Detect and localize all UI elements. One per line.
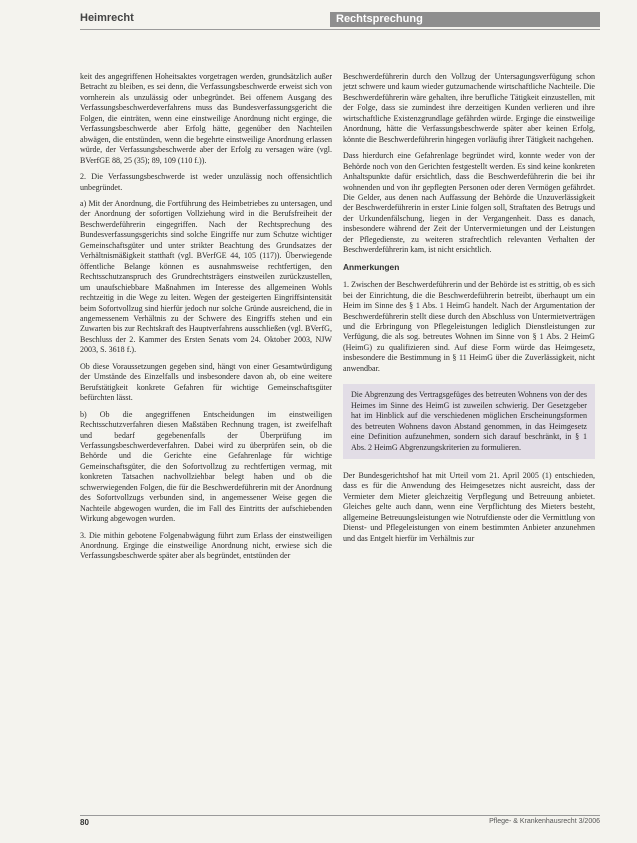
paragraph: keit des angegriffenen Hoheitsaktes vorgetragen werden, grundsätzlich außer Betracht zu bleiben, es sei denn, die Verfassungsbeschwerde erweist sich von vornherein als unzulässig oder unbegründet. Bei offenem Ausgang des Verfassungsbeschwerdeverfahrens muss das Bundesverfassungsgericht die Folgen, die einträten, wenn eine einstweilige Anordnung nicht erginge, die Verfassungsbeschwerde aber Erfolg hätte, gegenüber den Nachteilen abwägen, die entstünden, wenn die begehrte einstweilige Anordnung erlassen würde, der Verfassungsbeschwerde aber der Erfolg zu versagen wäre (vgl. BVerfGE 88, 25 (35); 89, 109 (110 f.)). [80, 72, 332, 165]
header-category-bar: Rechtsprechung [330, 12, 600, 27]
highlighted-box: Die Abgrenzung des Vertragsgefüges des betreuten Wohnens von der des Heimes im Sinne des HeimG ist zuweilen schwierig. Der Gesetzgeber hat im Hinblick auf die verschiedenen möglichen Erscheinungsformen des betreuten Wohnens davon Abstand genommen, in das Heimgesetz eine Definition aufzunehmen, sondern sich darauf beschränkt, in § 1 Abs. 2 HeimG Abgrenzungskriterien zu formulieren. [343, 384, 595, 459]
footer-rule [80, 815, 600, 816]
paragraph: b) Ob die angegriffenen Entscheidungen im einstweiligen Rechtsschutzverfahren diesen Maßstäben Rechnung tragen, ist zweifelhaft und bedarf gegebenenfalls der Überprüfung im Verfassungsbeschwerdeverfahren. Dabei wird zu überprüfen sein, ob die Behörde und die Gerichte eine Gefahrenlage für wichtige Gemeinschaftsgüter, die den Sofortvollzug zu rechtfertigen vermag, mit konkreten Tatsachen nachvollziehbar belegt haben und ob die schwerwiegenden Folgen, die für die Beschwerdeführerin mit der Anordnung des Sofortvollzugs verbunden sind, in angemessener Weise gegen die Nachteile abgewogen wurden, die im Fall des Eintritts der aufschiebenden Wirkung abgewogen wurden. [80, 409, 332, 524]
paragraph: 3. Die mithin gebotene Folgenabwägung führt zum Erlass der einstweiligen Anordnung. Erginge die einstweilige Anordnung nicht, erwiese sich die Verfassungsbeschwerde später aber als begründet, entstünden der [80, 530, 332, 561]
paragraph: a) Mit der Anordnung, die Fortführung des Heimbetriebes zu untersagen, und der Anordnung der sofortigen Vollziehung wird in die Berufsfreiheit der Beschwerdeführerin eingegriffen. Nach der Rechtsprechung des Bundesverfassungsgerichts sind solche Eingriffe nur zum Schutze wichtiger Gemeinschaftsgüter und unter strikter Beachtung des Grundsatzes der Verhältnismäßigkeit statthaft (vgl. BVerfGE 44, 105 (117)). Überwiegende öffentliche Belange können es ausnahmsweise rechtfertigen, den Rechtsschutzanspruch des Grundrechtsträgers einstweilen zurückzustellen, um unaufschiebbare Maßnahmen im Interesse des allgemeinen Wohls rechtzeitig in die Wege zu leiten. Wegen der gesteigerten Eingriffsintensität beim Sofortvollzug sind hierfür jedoch nur solche Gründe ausreichend, die in angemessenem Verhältnis zu der Schwere des Eingriffs stehen und ein Zuwarten bis zur Rechtskraft des Hauptverfahrens ausschließen (vgl. BVerfG, Beschluss der 2. Kammer des Ersten Senats vom 24. Oktober 2003, NJW 2003, S. 3618 f.). [80, 198, 332, 355]
header-rule [80, 29, 600, 30]
paragraph: Beschwerdeführerin durch den Vollzug der Untersagungsverfügung schon jetzt schwere und kaum wieder gutzumachende wirtschaftliche Nachteile. Die Beschwerdeführerin wäre gehalten, ihre berufliche Tätigkeit einzustellen, mit der Folge, dass sie zumindest ihre derzeitigen Kunden verlieren und ihre wirtschaftliche Existenzgrundlage gefährden würde. Erginge die einstweilige Anordnung, hätte die Verfassungsbeschwerde später aber keinen Erfolg, könnte die Beschwerdeführerin hingegen vorläufig ihrer Tätigkeit nachgehen. [343, 72, 595, 144]
header-section-title: Heimrecht [80, 12, 134, 24]
journal-name: Pflege- & Krankenhausrecht 3/2006 [489, 818, 600, 825]
left-column [80, 72, 332, 568]
paragraph: 1. Zwischen der Beschwerdeführerin und der Behörde ist es strittig, ob es sich bei der Einrichtung, die die Beschwerdeführerin betreibt, überhaupt um ein Heim im Sinne des § 1 Abs. 1 HeimG handelt. Nach der Argumentation der Beschwerdeführerin stellt diese durch den Abschluss von Untermietverträgen und die Erbringung von Pflegeleistungen lediglich Dienstleistungen zur Verfügung, die als sog. betreutes Wohnen im Sinne von § 1 Abs. 2 HeimG (HeimG) zu qualifizieren sind. Auf diese Form würde das Heimgesetz, insbesondere die Bestimmung in § 11 HeimG über die Zuverlässigkeit, nicht anwendbar. [343, 280, 595, 373]
paragraph: Ob diese Voraussetzungen gegeben sind, hängt von einer Gesamtwürdigung der Umstände des Einzelfalls und insbesondere davon ab, ob eine weitere Berufstätigkeit konkrete Gefahren für wichtige Gemeinschaftsgüter befürchten lässt. [80, 361, 332, 403]
section-heading: Anmerkungen [343, 261, 400, 272]
paragraph: 2. Die Verfassungsbeschwerde ist weder unzulässig noch offensichtlich unbegründet. [80, 172, 332, 192]
page-number: 80 [80, 818, 89, 827]
right-column [343, 72, 595, 550]
paragraph: Der Bundesgerichtshof hat mit Urteil vom 21. April 2005 (1) entschieden, dass es für die Anwendung des Heimgesetzes nicht ausreicht, dass der Vermieter dem Mieter gleichzeitig Verpflegung und Betreuung anbietet. Gleiches gelte auch dann, wenn eine Verpflichtung des Mieters besteht, allgemeine Betreuungsleistungen wie Notrufdienste oder die Vermittlung von Dienst- und Pflegeleistungen von einem bestimmten Anbieter anzunehmen und das Entgelt hierfür im Verhältnis zur [343, 470, 595, 543]
paragraph: Dass hierdurch eine Gefahrenlage begründet wird, konnte weder von der Behörde noch von den Gerichten festgestellt werden. Es sind keine konkreten Anhaltspunkte dafür ersichtlich, dass die Beschwerdeführerin die bei ihr wohnenden und von ihr gepflegten Personen oder deren Vermögen gefährdet. Die Gelder, aus denen nach Auffassung der Behörde die Unzuverlässigkeit der Beschwerdeführerin in erster Linie folgen soll, Straftaten des Betrugs und der Urkundenfälschung, liegen in der Vergangenheit. Dass es danach, insbesondere während der Zeit der Untervermietungen und der Leistungen der Pflegedienste, zu weiteren strafrechtlich relevanten Verhalten der Beschwerdeführerin kam, ist nicht ersichtlich. [343, 151, 595, 255]
running-header [80, 12, 600, 28]
